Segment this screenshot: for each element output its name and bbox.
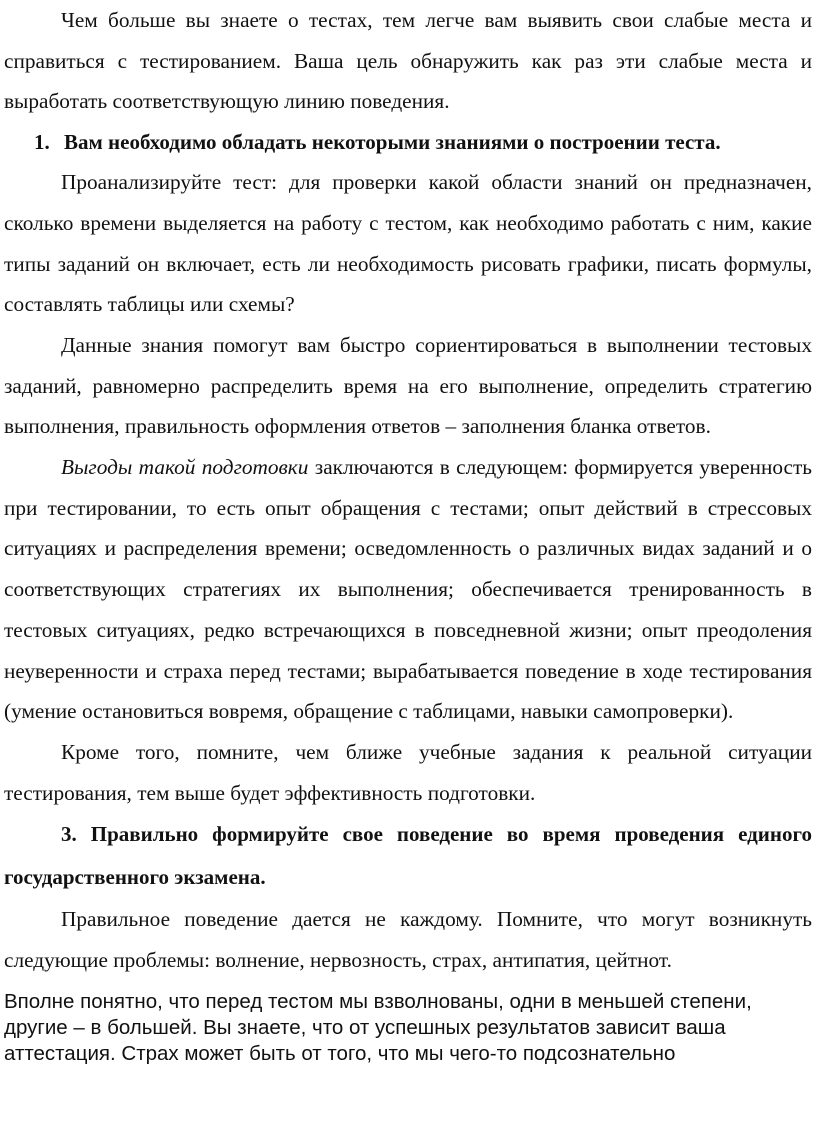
knowledge-paragraph: Данные знания помогут вам быстро сориентироваться в выполнении тестовых заданий, равномерно распределить время на его выполнение, определить стратегию выполнения, правильность оформления ответов – заполнения бланка ответов. [4,332,812,439]
benefits-text: заключаются в следующем: формируется уверенность при тестировании, то есть опыт обращения с тестами; опыт действий в стрессовых ситуациях и распределения времени; осведомленность о различных видах заданий и о соответствующих стратегиях их выполнения; обеспечивается тренированность в тестовых ситуациях, редко встречающихся в повседневной жизни; опыт преодоления неуверенности и страха перед тестами; вырабатывается поведение в ходе тестирования (умение остановиться вовремя, обращение с таблицами, навыки самопроверки). [4,455,812,724]
tail-line-2: другие – в большей. Вы знаете, что от успешных результатов зависит ваша [4,1015,726,1039]
closer-paragraph: Кроме того, помните, чем ближе учебные задания к реальной ситуации тестирования, тем выше будет эффективность подготовки. [4,739,812,805]
benefits-paragraph [0,447,816,732]
tail-paragraph [0,989,816,1067]
tail-line-1: Вполне понятно, что перед тестом мы взволнованы, одни в меньшей степени, [4,989,752,1013]
heading-1-number: 1. [34,130,50,155]
intro-paragraph: Чем больше вы знаете о тестах, тем легче вам выявить свои слабые места и справиться с тестированием. Ваша цель обнаружить как раз эти слабые места и выработать соответствующую линию поведения. [4,8,812,114]
heading-1-text: Вам необходимо обладать некоторыми знаниями о построении теста. [64,130,721,155]
benefits-italic-lead: Выгоды такой подготовки [61,455,309,480]
heading-1 [0,122,816,162]
heading-3: 3. Правильно формируйте свое поведение во время проведения единого государственного экзамена. [4,822,812,890]
behavior-paragraph: Правильное поведение дается не каждому. Помните, что могут возникнуть следующие проблемы: волнение, нервозность, страх, антипатия, цейтнот. [4,907,812,973]
analyze-paragraph: Проанализируйте тест: для проверки какой области знаний он предназначен, сколько времени выделяется на работу с тестом, как необходимо работать с ним, какие типы заданий он включает, есть ли необходимость рисовать графики, писать формулы, составлять таблицы или схемы? [4,170,812,317]
tail-line-3: аттестация. Страх может быть от того, что мы чего-то подсознательно [4,1041,676,1065]
